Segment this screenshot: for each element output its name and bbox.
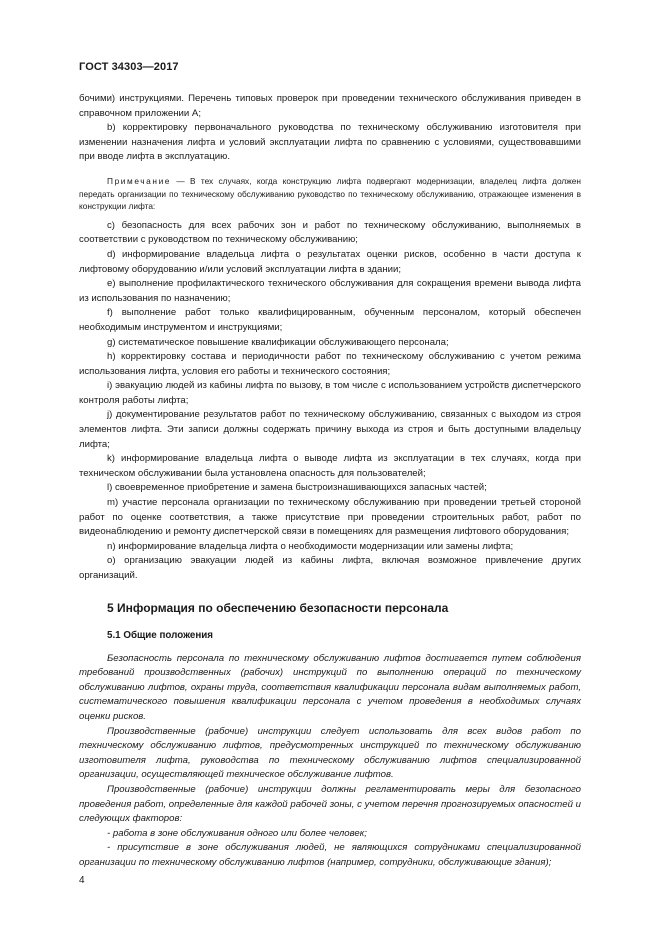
list-item-g: g) систематическое повышение квалификации обслуживающего персонала;: [107, 336, 449, 348]
list-item-f: f) выполнение работ только квалифицированным, обученным персоналом, который обеспечен необходимым инструментом и инструкциями;: [79, 307, 581, 333]
section-paragraph-1: Безопасность персонала по техническому обслуживанию лифтов достигается путем соблюдения требований производственных (рабочих) инструкций по выполнению операций по техническому обслуживанию лифтов, охраны труда, соответствия квалификации персонала видам выполняемых работ, систематического повышения квалификации персонала с учетом проведения в необходимых случаях оценки рисков.: [79, 652, 581, 722]
section-heading: 5 Информация по обеспечению безопасности персонала: [107, 600, 449, 615]
section-paragraph-2: Производственные (рабочие) инструкции следует использовать для всех видов работ по техническому обслуживанию лифтов, предусмотренных инструкцией по техническому обслуживанию изготовителя лифта, руководства по техническому обслуживанию лифтов специализированной организации, осуществляющей техническое обслуживание лифтов.: [79, 725, 581, 781]
list-item-i: i) эвакуацию людей из кабины лифта по вызову, в том числе с использованием устройств диспетчерского контроля работы лифта;: [79, 380, 581, 406]
document-header: ГОСТ 34303—2017: [79, 61, 179, 73]
list-item-o: o) организацию эвакуации людей из кабины лифта, включая возможное привлечение других организаций.: [79, 555, 581, 581]
list-item-j: j) документирование результатов работ по техническому обслуживанию, связанных с выходом из строя элементов лифта. Эти записи должны содержать причину выхода из строя и быть доступными владельцу лифта;: [79, 409, 581, 450]
note: [79, 175, 581, 213]
section-list-item-1: - работа в зоне обслуживания одного или более человек;: [107, 827, 367, 839]
note-text: — В тех случаях, когда конструкцию лифта подвергают модернизации, владелец лифта должен передать организации по техническому обслуживанию руководство по техническому обслуживанию, отражающее изменения в конструкции лифта:: [79, 175, 581, 212]
list-item-d: d) информирование владельца лифта о результатах оценки рисков, особенно в части доступа к лифтовому оборудованию и/или условий эксплуатации лифта в здании;: [79, 248, 581, 275]
section-list-item-2: - присутствие в зоне обслуживания людей, не являющихся сотрудниками специализированной организации по техническому обслуживанию лифтов (например, сотрудники, обслуживающие здания);: [79, 842, 581, 868]
list-item-c: c) безопасность для всех рабочих зон и работ по техническому обслуживанию, выполняемых в соответствии с руководством по техническому обслуживанию;: [79, 219, 581, 246]
list-item-m: m) участие персонала организации по техническому обслуживанию при проведении третьей стороной работ по оценке соответствия, а также присутствие при проведении строительных работ, работ по видеонаблюдению и ремонту диспетчерской связи в помещениях для размещения лифтового оборудования;: [79, 497, 581, 538]
list-item-e: e) выполнение профилактического технического обслуживания для сокращения времени вывода лифта из использования по назначению;: [79, 278, 581, 304]
page-body: [79, 92, 581, 871]
list-item-k: k) информирование владельца лифта о выводе лифта из эксплуатации в тех случаях, когда при техническом обслуживании была установлена опасность для пользователей;: [79, 453, 581, 479]
paragraph-continuation: бочими) инструкциями. Перечень типовых проверок при проведении технического обслуживания приведен в справочном приложении А;: [79, 93, 581, 119]
page-number: 4: [79, 875, 85, 886]
list-item-h: h) корректировку состава и периодичности работ по техническому обслуживанию с учетом режима использования лифта, условия его работы и технического состояния;: [79, 351, 581, 377]
section-paragraph-3: Производственные (рабочие) инструкции должны регламентировать меры для безопасного проведения работ, определенные для каждой рабочей зоны, с учетом перечня прогнозируемых опасностей и следующих факторов:: [79, 783, 581, 825]
subsection-heading: 5.1 Общие положения: [107, 629, 214, 641]
list-item-n: n) информирование владельца лифта о необходимости модернизации или замены лифта;: [107, 540, 514, 552]
list-item-b: b) корректировку первоначального руководства по техническому обслуживанию изготовителя при изменении назначения лифта и условий эксплуатации лифта по сравнению с условиями, существовавшими при вводе лифта в эксплуатацию.: [79, 122, 581, 163]
note-label: Примечание: [107, 175, 172, 186]
list-item-l: l) своевременное приобретение и замена быстроизнашивающихся запасных частей;: [107, 482, 487, 494]
